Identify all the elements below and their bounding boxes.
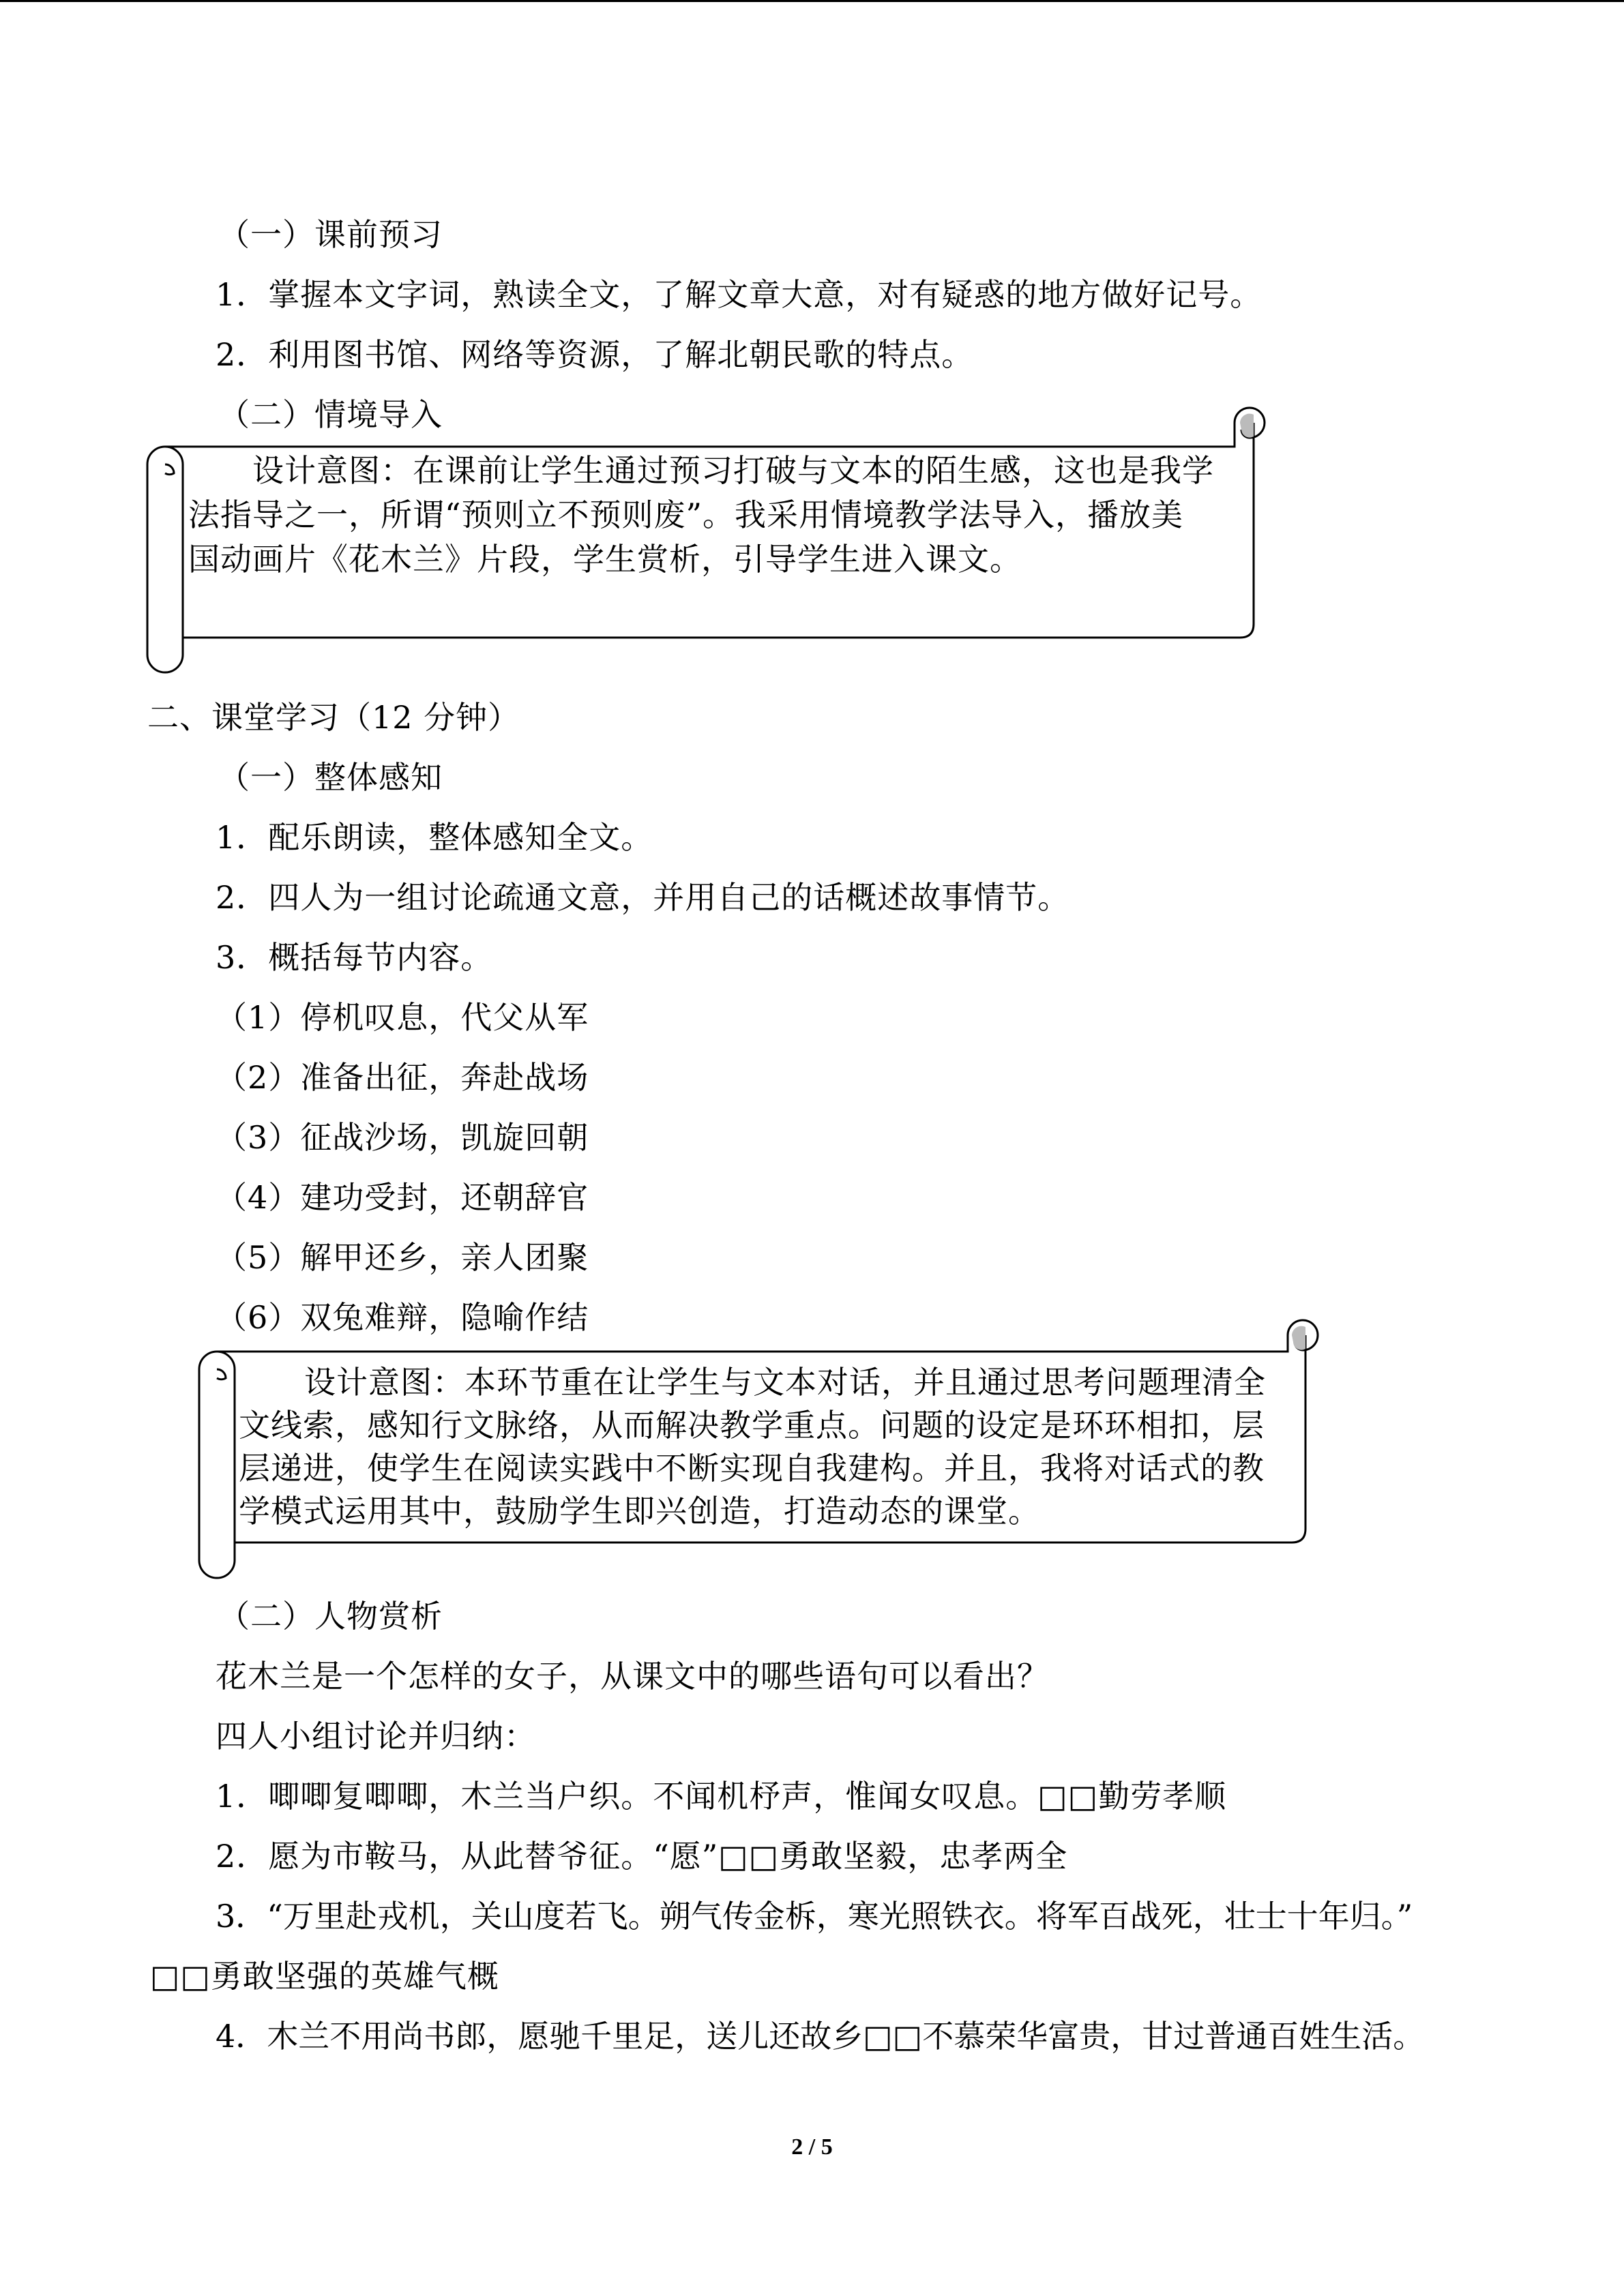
step-2: 2．四人为一组讨论疏通文意，并用自己的话概述故事情节。 <box>216 879 1070 916</box>
intro-note-line-1: 设计意图：在课前让学生通过预习打破与文本的陌生感，这也是我学 <box>252 452 1214 489</box>
study-note-line-1: 设计意图：本环节重在让学生与文本对话，并且通过思考问题理清全 <box>304 1364 1266 1401</box>
step-1: 1．配乐朗读，整体感知全文。 <box>216 819 653 856</box>
study-note-line-3: 层递进，使学生在阅读实践中不断实现自我建构。并且，我将对话式的教 <box>239 1450 1265 1487</box>
summary-2: （2）准备出征，奔赴战场 <box>216 1059 589 1096</box>
summary-6: （6）双兔难辩，隐喻作结 <box>216 1299 589 1336</box>
step-3: 3．概括每节内容。 <box>216 939 493 976</box>
character-point-2: 2．愿为市鞍马，从此替爷征。“愿”□□勇敢坚毅，忠孝两全 <box>216 1838 1068 1875</box>
summary-1: （1）停机叹息，代父从军 <box>216 999 589 1036</box>
study-note-line-4: 学模式运用其中，鼓励学生即兴创造，打造动态的课堂。 <box>239 1493 1040 1530</box>
preview-item-2: 2．利用图书馆、网络等资源，了解北朝民歌的特点。 <box>216 336 974 373</box>
summary-5: （5）解甲还乡，亲人团聚 <box>216 1239 589 1276</box>
character-point-4: 4．木兰不用尚书郎，愿驰千里足，送儿还故乡□□不慕荣华富贵，甘过普通百姓生活。 <box>216 2018 1425 2055</box>
summary-3: （3）征战沙场，凯旋回朝 <box>216 1119 589 1156</box>
character-point-3: 3．“万里赴戎机，关山度若飞。朔气传金柝，寒光照铁衣。将军百战死，壮士十年归。” <box>216 1898 1413 1935</box>
character-point-3-cont: □□勇敢坚强的英雄气概 <box>150 1958 499 1995</box>
preview-heading: （一）课前预习 <box>218 216 443 253</box>
overall-heading: （一）整体感知 <box>218 759 443 796</box>
character-heading: （二）人物赏析 <box>218 1598 443 1635</box>
character-question: 花木兰是一个怎样的女子，从课文中的哪些语句可以看出？ <box>216 1658 1049 1695</box>
preview-item-1: 1．掌握本文字词，熟读全文，了解文章大意，对有疑惑的地方做好记号。 <box>216 276 1263 313</box>
summary-4: （4）建功受封，还朝辞官 <box>216 1179 589 1216</box>
study-note-line-2: 文线索，感知行文脉络，从而解决教学重点。问题的设定是环环相扣，层 <box>239 1407 1265 1444</box>
section-2-heading: 二、课堂学习（12 分钟） <box>147 699 520 736</box>
intro-heading: （二）情境导入 <box>218 396 443 433</box>
character-instruction: 四人小组讨论并归纳： <box>216 1718 536 1755</box>
intro-note-line-3: 国动画片《花木兰》片段，学生赏析，引导学生进入课文。 <box>188 541 1022 578</box>
page-number: 2 / 5 <box>791 2134 833 2160</box>
intro-note-line-2: 法指导之一，所谓“预则立不预则废”。我采用情境教学法导入，播放美 <box>188 496 1184 533</box>
character-point-1: 1．唧唧复唧唧，木兰当户织。不闻机杼声，惟闻女叹息。□□勤劳孝顺 <box>216 1778 1227 1815</box>
